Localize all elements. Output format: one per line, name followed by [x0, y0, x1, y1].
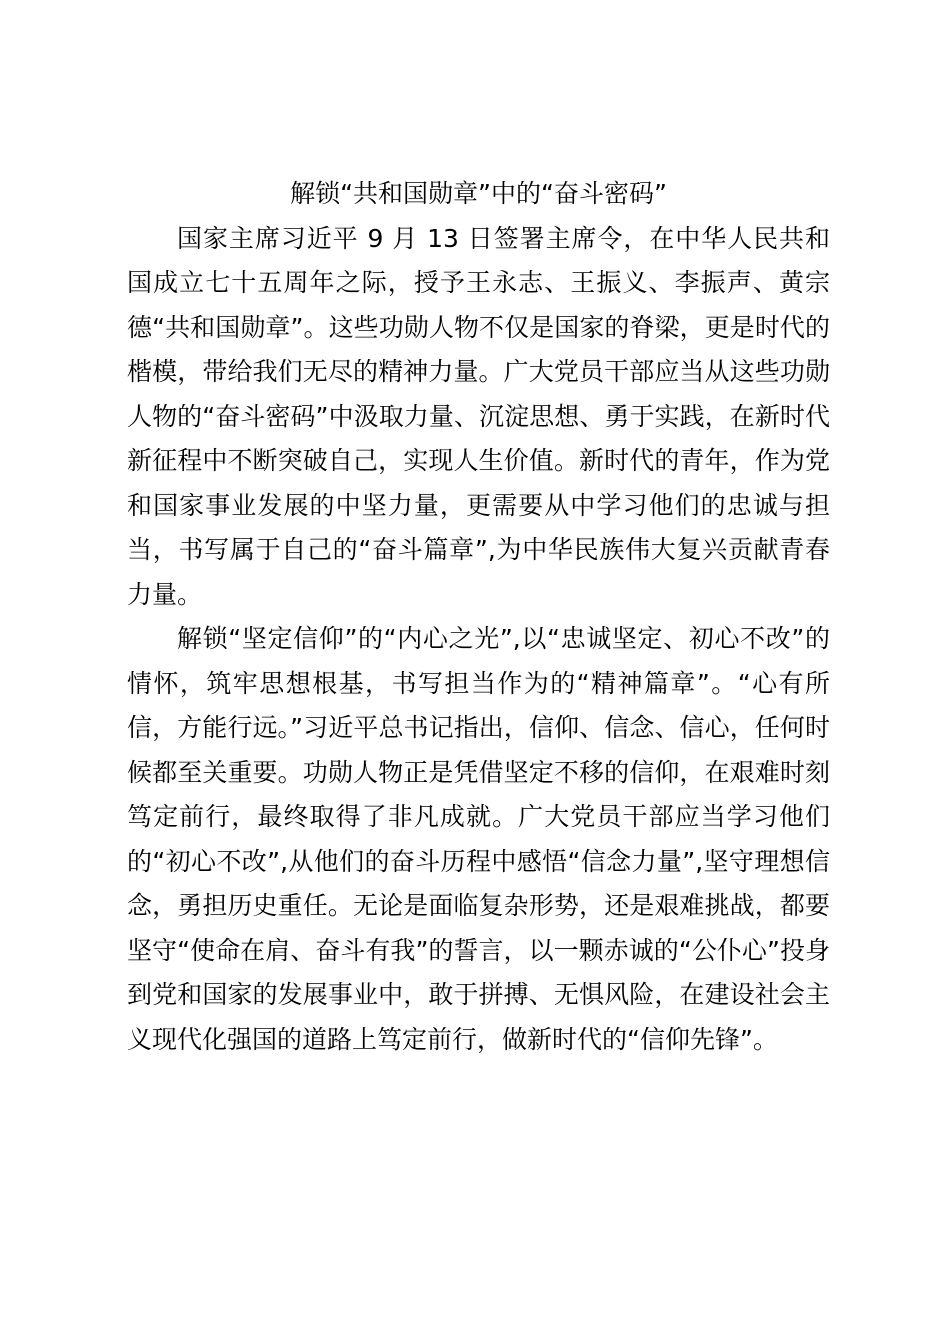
- document-body: [127, 172, 830, 1062]
- document-title: 解锁“共和国勋章”中的“奋斗密码”: [290, 179, 667, 208]
- paragraph-1: 国家主席习近平 9 月 13 日签署主席令，在中华人民共和国成立七十五周年之际，授予王永志、王振义、李振声、黄宗德“共和国勋章”。这些功勋人物不仅是国家的脊梁，更是时代的楷模，带给我们无尽的精神力量。广大党员干部应当从这些功勋人物的“奋斗密码”中汲取力量、沉淀思想、勇于实践，在新时代新征程中不断突破自己，实现人生价值。新时代的青年，作为党和国家事业发展的中坚力量，更需要从中学习他们的忠诚与担当，书写属于自己的“奋斗篇章”,为中华民族伟大复兴贡献青春力量。: [127, 223, 830, 609]
- paragraph-2: 解锁“坚定信仰”的“内心之光”,以“忠诚坚定、初心不改”的情怀，筑牢思想根基，书写担当作为的“精神篇章”。“心有所信，方能行远。”习近平总书记指出，信仰、信念、信心，任何时候都至关重要。功勋人物正是凭借坚定不移的信仰，在艰难时刻笃定前行，最终取得了非凡成就。广大党员干部应当学习他们的“初心不改”,从他们的奋斗历程中感悟“信念力量”,坚守理想信念，勇担历史重任。无论是面临复杂形势，还是艰难挑战，都要坚守“使命在肩、奋斗有我”的誓言，以一颗赤诚的“公仆心”投身到党和国家的发展事业中，敢于拼搏、无惧风险，在建设社会主义现代化强国的道路上笃定前行，做新时代的“信仰先锋”。: [127, 624, 830, 1054]
